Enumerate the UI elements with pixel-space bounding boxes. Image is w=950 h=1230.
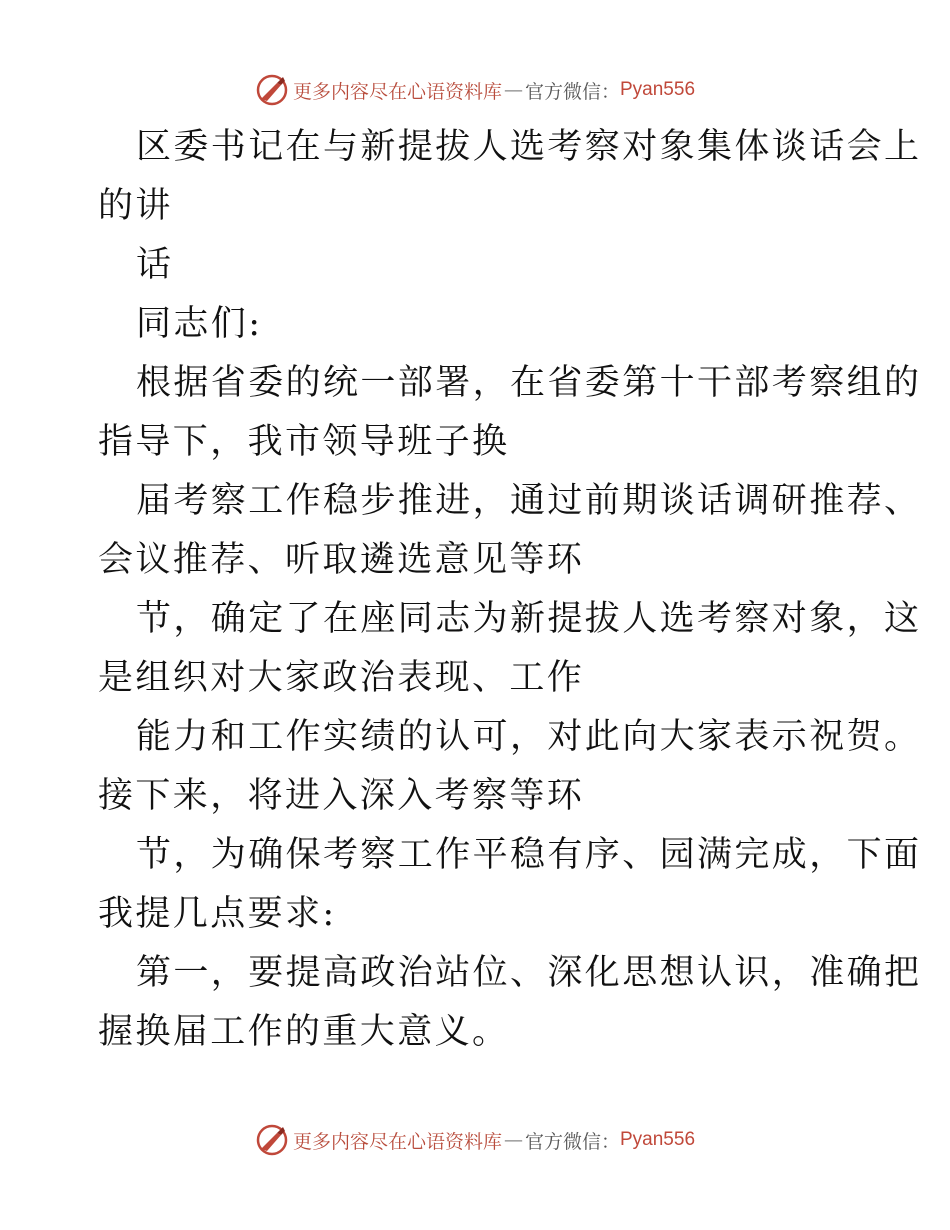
- banner-separator: —: [503, 1129, 523, 1151]
- banner-id: Pyan556: [620, 79, 696, 100]
- body-line: 接下来，将进入深入考察等环: [98, 776, 585, 816]
- body-line: 能力和工作实绩的认可，对此向大家表示祝贺。: [136, 717, 922, 757]
- body-line: 我提几点要求:: [98, 894, 337, 934]
- body-line: 节，确定了在座同志为新提拔人选考察对象，这: [136, 599, 922, 639]
- pen-logo-icon: [255, 73, 289, 107]
- body-line: 同志们:: [136, 304, 263, 344]
- banner-label: 官方微信：: [524, 80, 620, 103]
- body-line: 区委书记在与新提拔人选考察对象集体谈话会上: [136, 127, 922, 167]
- body-line: 第一，要提高政治站位、深化思想认识，准确把: [136, 953, 922, 993]
- body-line: 节，为确保考察工作平稳有序、园满完成，下面: [136, 835, 922, 875]
- body-line: 的讲: [98, 186, 173, 226]
- pen-logo-icon: [255, 1123, 289, 1157]
- body-line: 根据省委的统一部署，在省委第十干部考察组的: [136, 363, 922, 403]
- body-line: 是组织对大家政治表现、工作: [98, 658, 585, 698]
- header-banner: [0, 70, 950, 110]
- body-line: 会议推荐、听取遴选意见等环: [98, 540, 585, 580]
- body-line: 话: [136, 245, 174, 285]
- body-line: 指导下，我市领导班子换: [98, 422, 510, 462]
- body-line: 握换届工作的重大意义。: [98, 1012, 510, 1052]
- banner-text: 更多内容尽在心语资料库: [292, 1130, 502, 1153]
- banner-text: 更多内容尽在心语资料库: [292, 80, 502, 103]
- banner-id: Pyan556: [620, 1129, 696, 1150]
- document-body: [98, 118, 922, 1062]
- banner-separator: —: [503, 79, 523, 101]
- footer-banner: [0, 1120, 950, 1160]
- body-line: 届考察工作稳步推进，通过前期谈话调研推荐、: [136, 481, 922, 521]
- banner-label: 官方微信：: [524, 1130, 620, 1153]
